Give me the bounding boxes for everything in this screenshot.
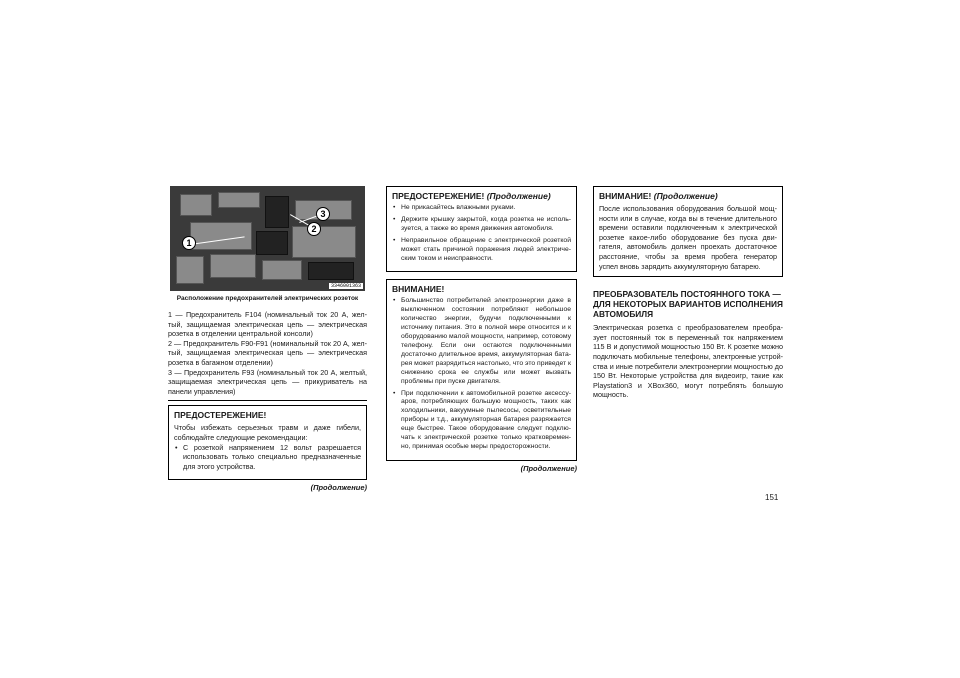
fuse-box-photo: [170, 186, 365, 291]
callout-2: 2: [307, 222, 321, 236]
legend-item-1: 1 — Предохранитель F104 (номинальный ток 20 А, желтый, защищаемая электрическая цепь — электрическая розетка в отделении центральной консоли): [168, 310, 367, 339]
caution-intro: Чтобы избежать серьезных травм и даже гибели, соблюдайте следующие рекомендации:: [174, 423, 361, 442]
callout-3: 3: [316, 207, 330, 221]
attention-list: [392, 297, 571, 451]
attention-box: [386, 279, 577, 460]
left-column: [168, 186, 367, 492]
continued-label: (Продолжение): [310, 483, 367, 493]
attention-continued-box: [593, 186, 783, 277]
caution-list: [174, 443, 361, 472]
figure-caption: Расположение предохранителей электрических розеток: [176, 295, 359, 302]
caution-title: ПРЕДОСТЕРЕЖЕНИЕ!: [174, 410, 267, 421]
caution-box: [168, 405, 367, 480]
caution-continued-item: • Не прикасайтесь влажными руками.: [392, 204, 571, 213]
section-body: Электрическая розетка с преобразователем преобразует постоянный ток в переменный ток напряжением 115 В и допустимой мощностью 150 Вт. К розетке можно подключать мобильные телефоны, электронные устройства и иные потребители электроэнергии мощностью до 150 Вт. Некоторые устройства для видеоигр, такие как Playstation3 и XBox360, могут потреблять большую мощность.: [593, 323, 783, 400]
caution-item: • С розеткой напряжением 12 вольт разрешается использовать только специально предназначенные для этого устройства.: [174, 443, 361, 472]
legend-item-3: 3 — Предохранитель F93 (номинальный ток 20 А, желтый, защищаемая электрическая цепь — прикуриватель на панели управления): [168, 367, 367, 396]
legend-item-2: 2 — Предохранитель F90-F91 (номинальный ток 20 А, желтый, защищаемая электрическая цепь — электрическая розетка в багажном отделении): [168, 338, 367, 367]
caution-continued-box: [386, 186, 577, 272]
right-column: [593, 186, 783, 400]
divider: [168, 400, 367, 401]
page-number: 151: [765, 493, 779, 502]
caution-continued-list: [392, 204, 571, 263]
middle-column: [386, 186, 577, 473]
caution-continued-item: • Держите крышку закрытой, когда розетка не используется, а также во время движения автомобиля.: [392, 216, 571, 234]
attention-item: • При подключении к автомобильной розетке аксессуаров, потребляющих большую мощность, таких как холодильники, вакуумные пылесосы, осветительные приборы и т.д., аккумуляторная батарея разряжается еще быстрее. Такое оборудование следует подключать к электрической розетке только кратковременно, принимая особые меры предосторожности.: [392, 390, 571, 452]
caution-continued-item: • Неправильное обращение с электрической розеткой может стать причиной поражения людей электрическим током и неисправности.: [392, 237, 571, 264]
attention-title: ВНИМАНИЕ!: [392, 284, 445, 295]
attention-continued-text: После использования оборудования большой мощности или в случае, когда вы в течение длительного времени оставили подключенным к электрической розетке какое-либо оборудование без пуска двигателя, автомобиль должен проехать достаточное расстояние, чтобы за время пробега генератор успел вновь зарядить аккумуляторную батарею.: [599, 204, 777, 271]
attention-continued-title: ВНИМАНИЕ! (Продолжение): [599, 191, 718, 201]
figure-code: 3346001363: [330, 283, 361, 289]
continued-label-2: (Продолжение): [520, 463, 577, 473]
callout-1: 1: [182, 236, 196, 250]
section-heading: ПРЕОБРАЗОВАТЕЛЬ ПОСТОЯННОГО ТОКА — ДЛЯ НЕКОТОРЫХ ВАРИАНТОВ ИСПОЛНЕНИЯ АВТОМОБИЛЯ: [593, 289, 783, 320]
attention-item: • Большинство потребителей электроэнергии даже в выключенном состоянии потребляют небольшое количество энергии, будучи подключенными к источнику питания. Это в полной мере относится и к оборудованию малой мощности, например, сотовому телефону. Если они остаются подключенными достаточно длительное время, аккумуляторная батарея может разрядиться настолько, что это приведет к снижению срока ее службы или может вызвать проблемы при пуске двигателя.: [392, 297, 571, 386]
caution-continued-title: ПРЕДОСТЕРЕЖЕНИЕ! (Продолжение): [392, 191, 551, 201]
